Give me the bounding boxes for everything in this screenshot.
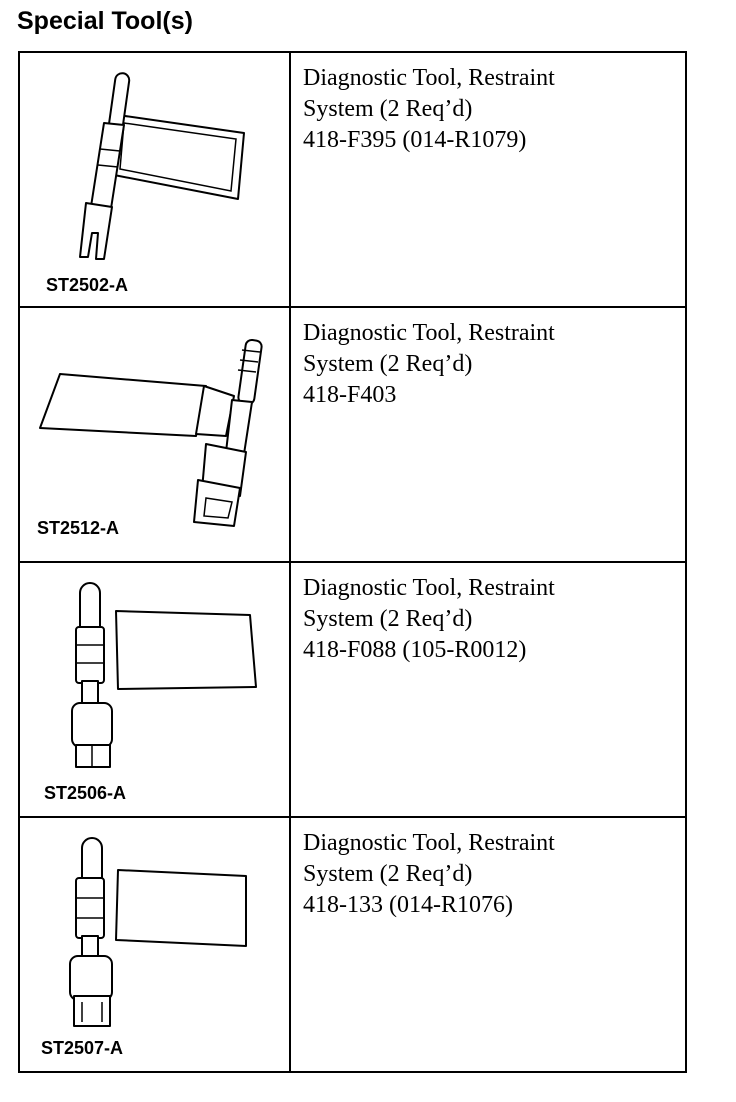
tool-description [290, 562, 686, 817]
tool-description [290, 307, 686, 562]
special-tools-table [18, 51, 687, 1073]
diagnostic-tool-connector-illustration [20, 563, 289, 816]
tool-quantity: System (2 Req’d) [303, 351, 473, 377]
table-row [19, 817, 686, 1072]
tool-id-label: ST2512-A [37, 518, 120, 538]
table-row [19, 52, 686, 307]
table-row [19, 307, 686, 562]
tool-name: Diagnostic Tool, Restraint [303, 575, 555, 601]
tool-illustration-cell [19, 52, 290, 307]
tool-quantity: System (2 Req’d) [303, 96, 473, 122]
tool-illustration-cell [19, 817, 290, 1072]
tool-description [290, 817, 686, 1072]
tool-id-label: ST2507-A [41, 1038, 124, 1058]
tool-name: Diagnostic Tool, Restraint [303, 65, 555, 91]
tool-illustration-cell [19, 562, 290, 817]
diagnostic-tool-connector-illustration [20, 818, 289, 1071]
tool-illustration-cell [19, 307, 290, 562]
diagnostic-tool-fork-illustration [20, 53, 289, 306]
tool-description [290, 52, 686, 307]
tool-quantity: System (2 Req’d) [303, 861, 473, 887]
tool-name: Diagnostic Tool, Restraint [303, 320, 555, 346]
tool-part-number: 418-133 (014-R1076) [303, 892, 513, 918]
tool-part-number: 418-F395 (014-R1079) [303, 127, 527, 153]
table-row [19, 562, 686, 817]
tool-id-label: ST2502-A [46, 275, 129, 295]
tool-id-label: ST2506-A [44, 783, 127, 803]
page-title: Special Tool(s) [17, 7, 193, 35]
tool-part-number: 418-F088 (105-R0012) [303, 637, 527, 663]
tool-part-number: 418-F403 [303, 382, 397, 408]
tool-quantity: System (2 Req’d) [303, 606, 473, 632]
tool-name: Diagnostic Tool, Restraint [303, 830, 555, 856]
